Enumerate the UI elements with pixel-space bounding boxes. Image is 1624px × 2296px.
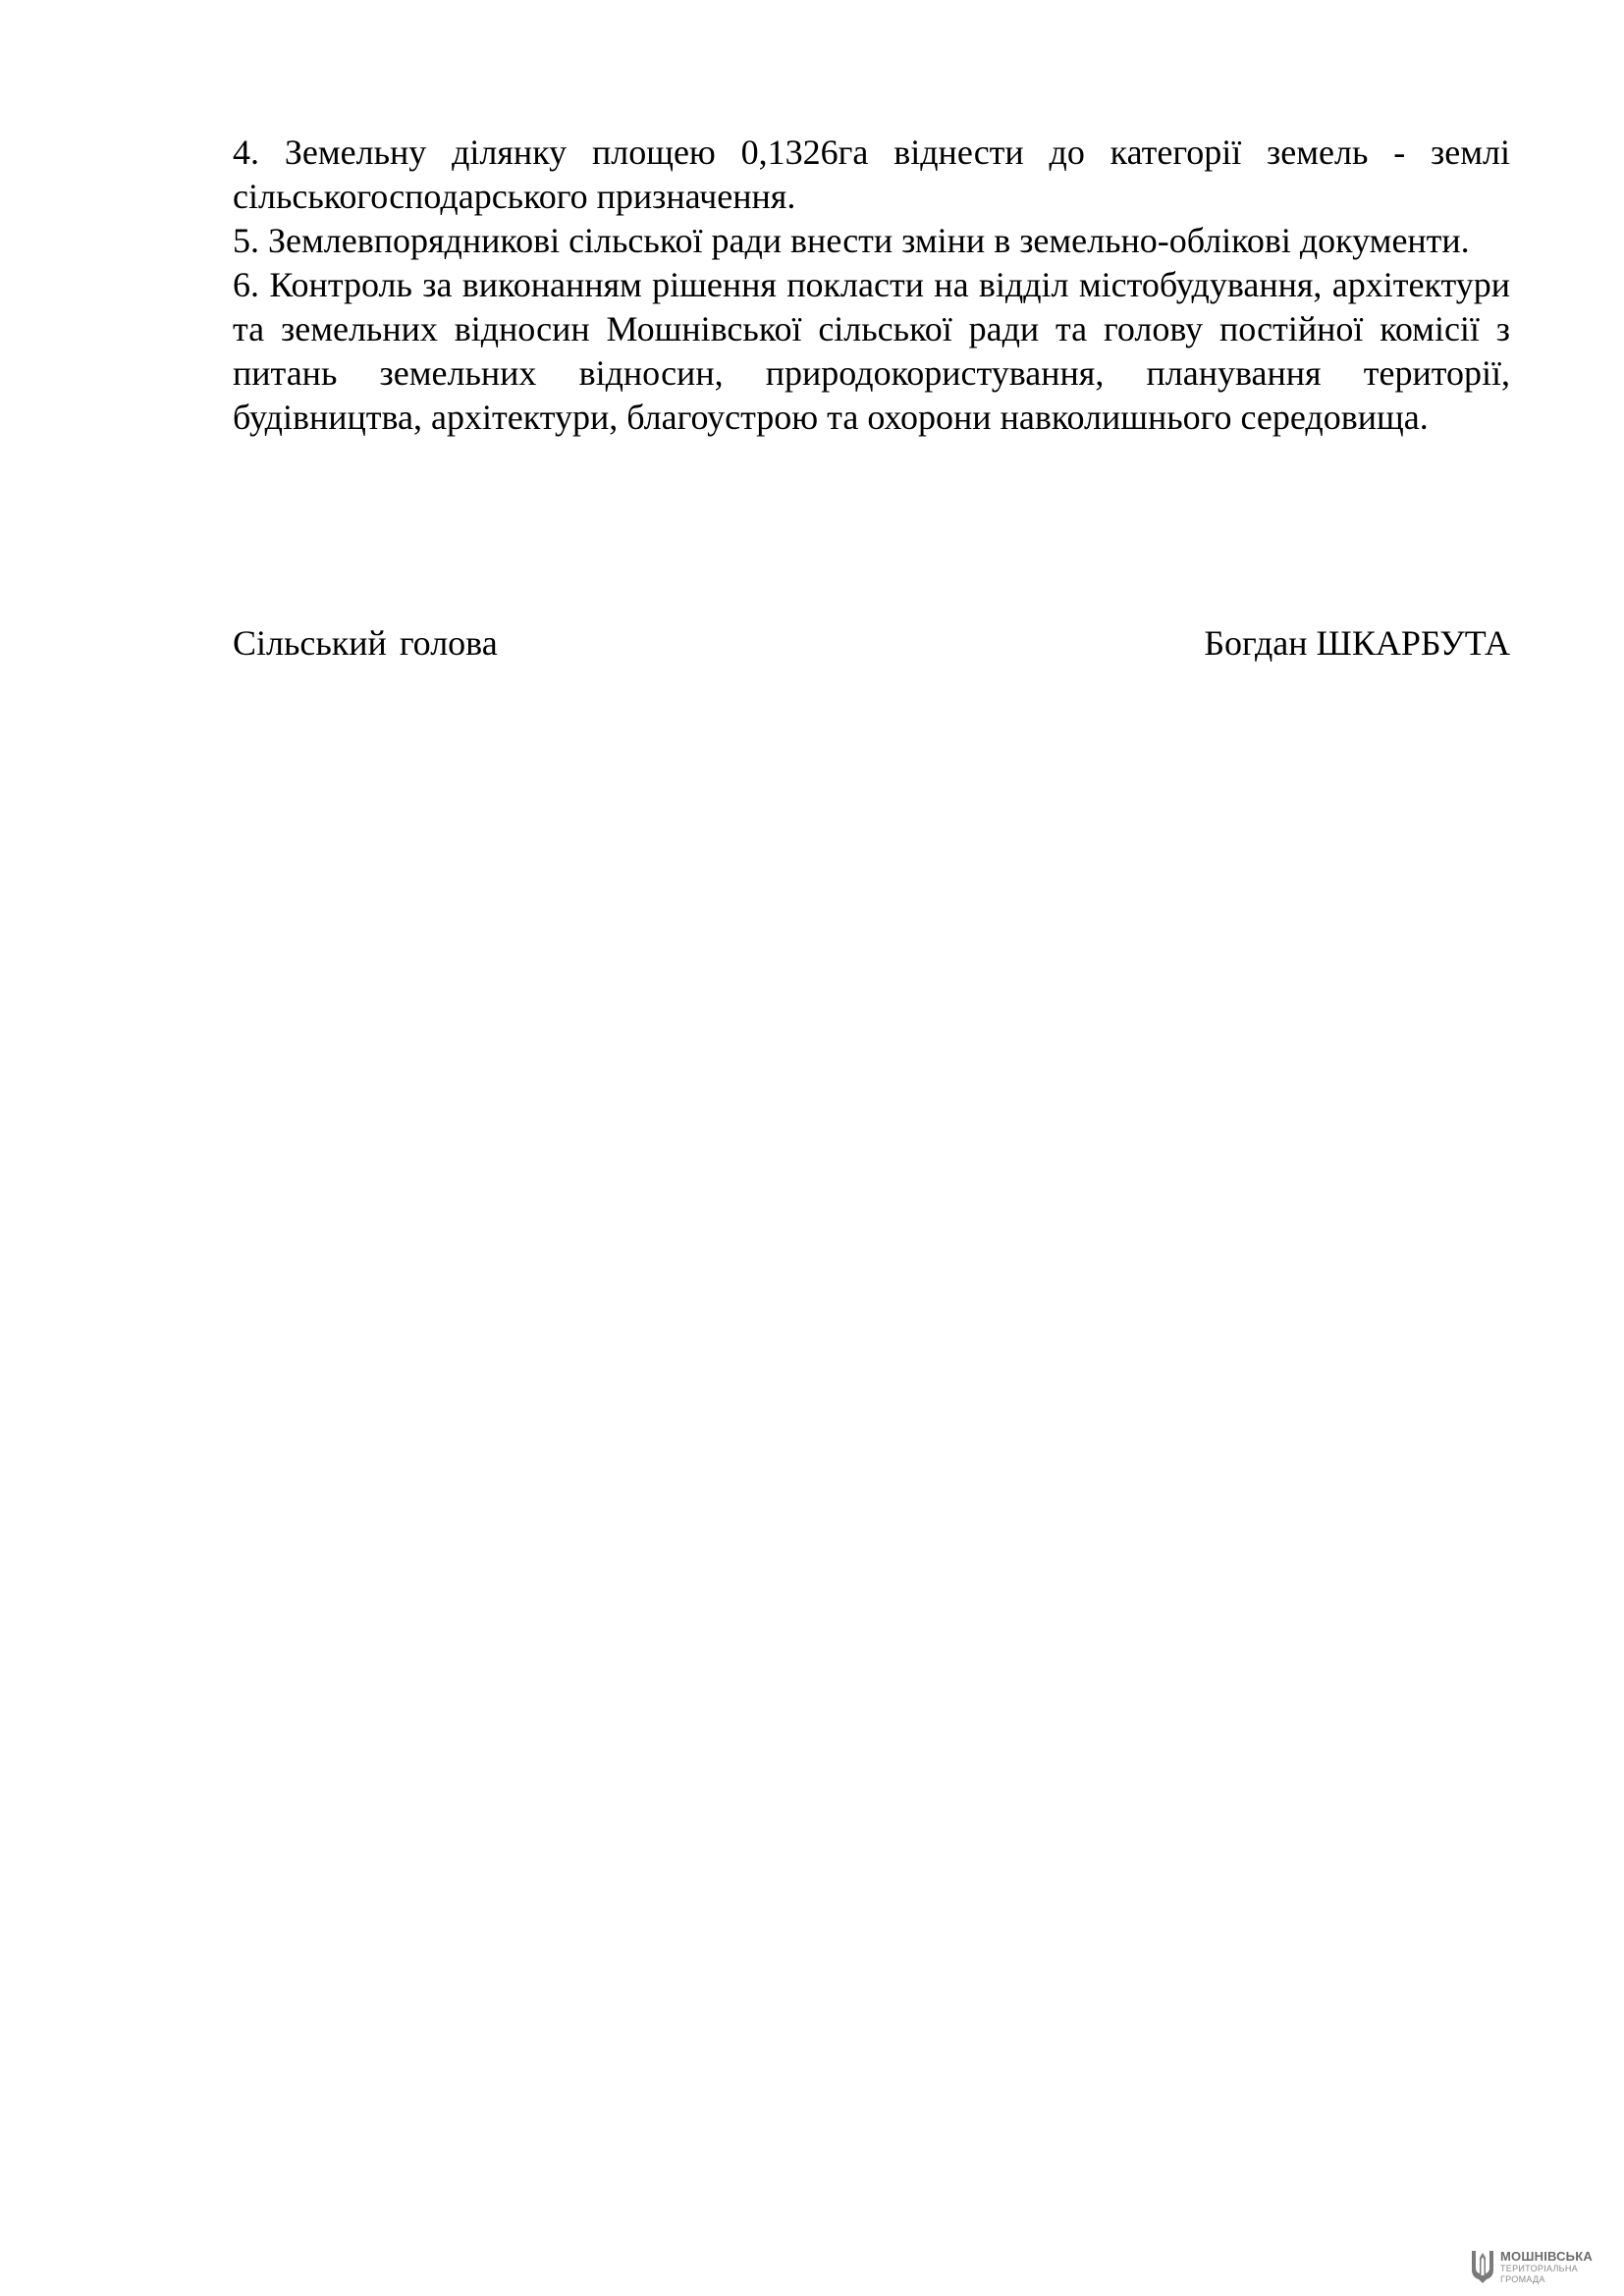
signature-block [233, 621, 1510, 666]
document-body [233, 131, 1510, 440]
logo-line-3: ГРОМАДА [1500, 2273, 1545, 2284]
community-logo [1469, 2248, 1593, 2285]
signatory-title: Сільський голова [233, 623, 498, 663]
logo-line-2: ТЕРИТОРІАЛЬНА [1500, 2263, 1578, 2273]
paragraph-5: 5. Землевпорядникові сільської ради внести зміни в земельно-облікові документи. [233, 221, 1470, 260]
trident-icon [1469, 2248, 1496, 2285]
signatory-name: Богдан ШКАРБУТА [1204, 623, 1510, 663]
logo-text [1500, 2250, 1593, 2284]
paragraph-4: 4. Земельну ділянку площею 0,1326га віднести до категорії земель - землі сільськогосподарського призначення. [233, 133, 1510, 216]
paragraph-6: 6. Контроль за виконанням рішення покласти на відділ містобудування, архітектури та земельних відносин Мошнівської сільської ради та голову постійної комісії з питань земельних відносин, природокористування, планування території, будівництва, архітектури, благоустрою та охорони навколишнього середовища. [233, 265, 1510, 437]
logo-name: МОШНІВСЬКА [1500, 2248, 1593, 2264]
